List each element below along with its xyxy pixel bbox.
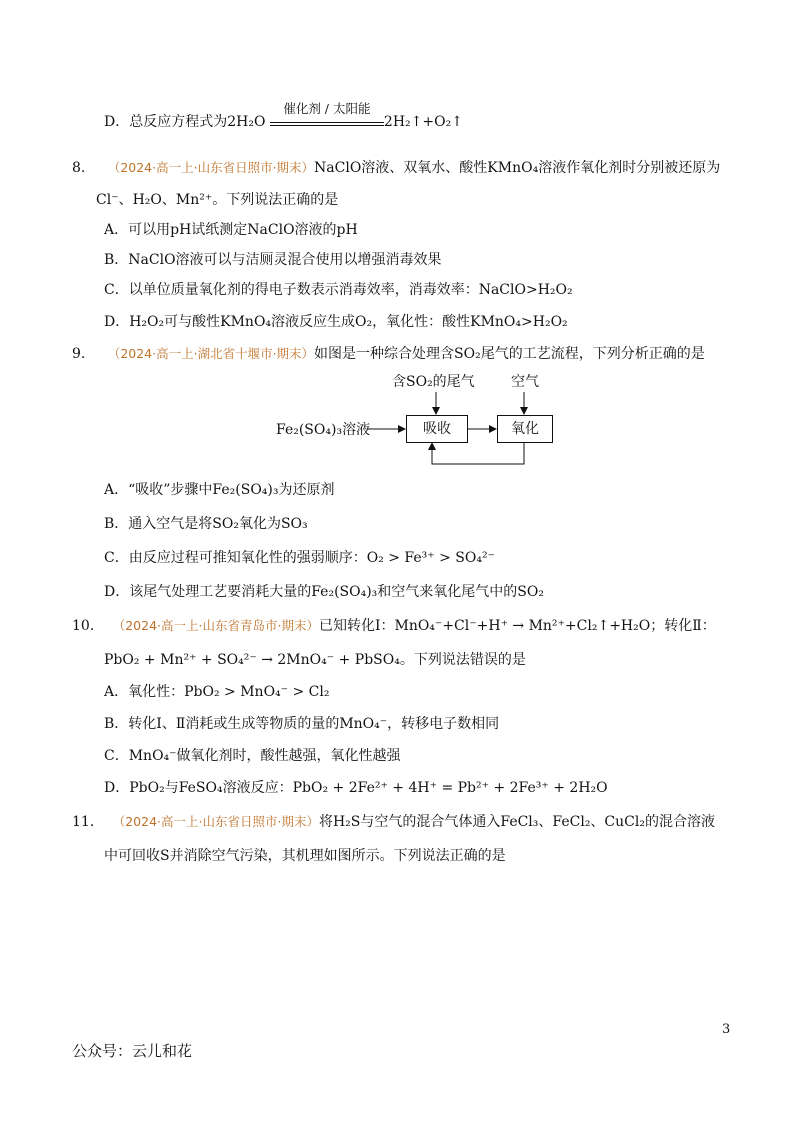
q8-stem-line2: Cl⁻、H₂O、Mn²⁺。下列说法正确的是 — [96, 192, 339, 208]
box-oxidize: 氧化 — [497, 415, 553, 443]
arrow-recycle — [432, 442, 524, 464]
q10-option-d: D．PbO₂与FeSO₄溶液反应：PbO₂ + 2Fe²⁺ + 4H⁺ = Pb²⁺ + 2Fe³⁺ + 2H₂O — [104, 780, 608, 796]
q7-option-d-rhs: 2H₂↑+O₂↑ — [383, 114, 463, 130]
q11-stem-line1 — [72, 812, 715, 832]
q9-option-b: B．通入空气是将SO₂氧化为SO₃ — [104, 516, 308, 532]
page-number: 3 — [722, 1022, 731, 1037]
footer-account: 公众号：云儿和花 — [72, 1042, 193, 1060]
label-tail-gas: 含SO₂的尾气 — [392, 374, 475, 390]
q7-option-d-prefix: D．总反应方程式为 — [104, 114, 228, 130]
q10-stem-line1 — [72, 616, 716, 636]
q7-option-d-lhs: 2H₂O — [227, 114, 266, 130]
question-number: 11. — [72, 814, 95, 830]
q11-stem-line2: 中可回收S并消除空气污染，其机理如图所示。下列说法正确的是 — [104, 848, 506, 864]
question-source: （2024·高一上·山东省日照市·期末） — [107, 160, 315, 175]
q8-option-b: B．NaClO溶液可以与洁厕灵混合使用以增强消毒效果 — [104, 252, 442, 268]
q9-option-c: C．由反应过程可推知氧化性的强弱顺序：O₂ > Fe³⁺ > SO₄²⁻ — [104, 550, 495, 566]
q8-option-a: A．可以用pH试纸测定NaClO溶液的pH — [104, 222, 358, 238]
flow-arrows — [0, 0, 800, 480]
question-stem: NaClO溶液、双氧水、酸性KMnO₄溶液作氧化剂时分别被还原为 — [314, 160, 721, 176]
question-number: 10. — [72, 618, 95, 634]
question-source: （2024·高一上·湖北省十堰市·期末） — [107, 346, 315, 361]
question-source: （2024·高一上·山东省青岛市·期末） — [112, 618, 319, 633]
q9-option-d: D．该尾气处理工艺要消耗大量的Fe₂(SO₄)₃和空气来氧化尾气中的SO₂ — [104, 584, 544, 600]
q8-option-d: D．H₂O₂可与酸性KMnO₄溶液反应生成O₂，氧化性：酸性KMnO₄>H₂O₂ — [104, 314, 568, 330]
question-source: （2024·高一上·山东省日照市·期末） — [112, 814, 319, 829]
q10-option-b: B．转化Ⅰ、Ⅱ消耗或生成等物质的量的MnO₄⁻，转移电子数相同 — [104, 716, 500, 732]
label-air: 空气 — [511, 374, 539, 390]
q10-option-a: A．氧化性：PbO₂ > MnO₄⁻ > Cl₂ — [104, 684, 330, 700]
question-stem: 将H₂S与空气的混合气体通入FeCl₃、FeCl₂、CuCl₂的混合溶液 — [318, 814, 715, 830]
q9-option-a: A．“吸收”步骤中Fe₂(SO₄)₃为还原剂 — [104, 482, 335, 498]
reaction-condition-text: 催化剂 / 太阳能 — [283, 101, 371, 116]
question-stem: 已知转化Ⅰ：MnO₄⁻+Cl⁻+H⁺ → Mn²⁺+Cl₂↑+H₂O；转化Ⅱ： — [318, 618, 716, 634]
question-number: 8. — [72, 160, 86, 176]
q10-stem-line2: PbO₂ + Mn²⁺ + SO₄²⁻ → 2MnO₄⁻ + PbSO₄。下列说法错误的是 — [104, 652, 526, 668]
q8-option-c: C．以单位质量氧化剂的得电子数表示消毒效率，消毒效率：NaClO>H₂O₂ — [104, 282, 573, 298]
label-fe2so43-solution: Fe₂(SO₄)₃溶液 — [276, 422, 371, 438]
box-absorb: 吸收 — [406, 415, 468, 443]
question-number: 9. — [72, 346, 86, 362]
question-stem: 如图是一种综合处理含SO₂尾气的工艺流程，下列分析正确的是 — [314, 346, 705, 362]
q10-option-c: C．MnO₄⁻做氧化剂时，酸性越强，氧化性越强 — [104, 748, 401, 764]
